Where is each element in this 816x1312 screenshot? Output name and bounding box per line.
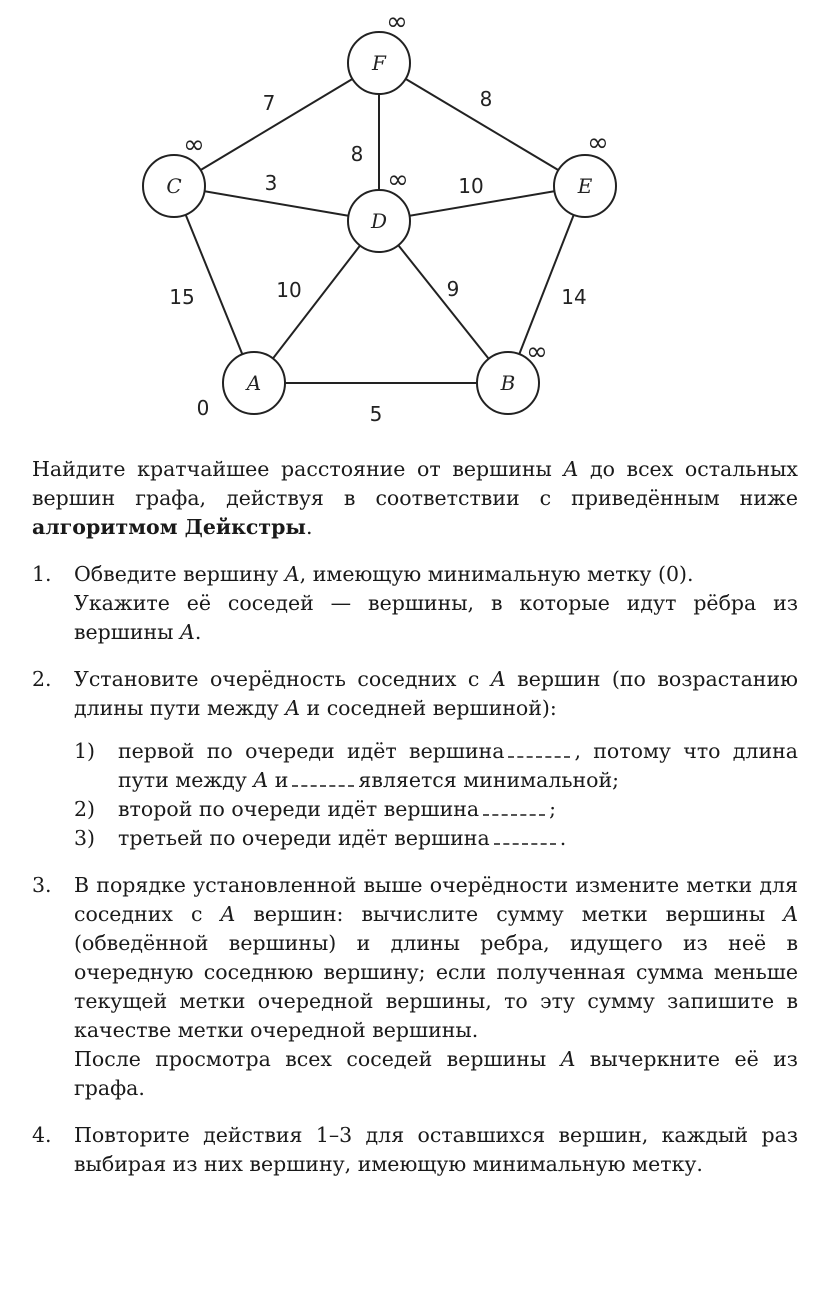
vertex-ref: A [490,667,506,691]
vertex-label-C: C [166,174,182,198]
intro-paragraph [32,455,798,542]
step-text: вершин (по возрастанию длины пути между [74,667,798,720]
vertex-ref: A [220,902,236,926]
step-text: . [559,826,567,850]
substep-2 [74,795,798,824]
substep-text [118,737,798,795]
edge-weight-D-B: 9 [446,277,460,301]
answer-blank[interactable] [292,771,354,787]
vertex-mark-F: ∞ [386,7,408,37]
step-number: 1. [32,562,52,586]
step-3-text-2 [74,1045,798,1103]
edge-C-F [174,63,379,186]
edge-weight-E-B: 14 [561,285,587,309]
vertex-label-B: B [500,371,516,395]
step-2-text [74,665,798,723]
answer-blank[interactable] [483,800,545,816]
vertex-ref: A [783,902,798,926]
intro-text: до всех остальных вершин графа, действуя в соответствии с приведённым ниже [32,457,798,510]
vertex-mark-C: ∞ [183,130,205,160]
step-text: первой по очереди идёт вершина [118,739,505,763]
step-number: 2. [32,667,52,691]
step-3 [32,871,798,1103]
answer-blank[interactable] [508,742,570,758]
substep-text [118,824,798,853]
step-text: и соседней вершиной): [300,696,557,720]
task-text [32,455,798,1197]
step-number: 3. [32,873,52,897]
vertex-ref: A [180,620,195,644]
step-text: Укажите её соседей — вершины, в которые идут рёбра из вершины [74,591,798,644]
step-text: Повторите действия 1–3 для оставшихся вершин, каждый раз выбирая из них вершину, имеющую минимальную метку. [74,1123,798,1176]
step-1-text-2 [74,589,798,647]
substep-number: 1) [74,739,96,763]
step-text: . [194,620,202,644]
step-text: Установите очерёдность соседних с [74,667,491,691]
edge-weight-C-F: 7 [262,91,276,115]
step-text: (обведённой вершины) и длины ребра, идущего из неё в очередную соседнюю вершину; если полученная сумма меньше текущей метки очередной вершины, то эту сумму запишите в качестве метки очередной вершины. [74,931,798,1042]
graph-diagram [0,0,816,440]
vertex-ref: A [253,768,269,792]
step-text: ; [549,797,557,821]
step-2 [32,665,798,853]
step-4-text [74,1121,798,1179]
intro-text: Найдите кратчайшее расстояние от вершины [32,457,564,481]
step-text: В порядке установленной выше очерёдности измените метки для соседних с [74,873,798,926]
algorithm-name: алгоритмом Дейкстры [32,515,306,539]
vertex-mark-B: ∞ [526,337,548,367]
step-text: третьей по очереди идёт вершина [118,826,490,850]
answer-blank[interactable] [494,829,556,845]
intro-text: . [306,515,313,539]
vertex-ref: A [560,1047,576,1071]
step-text: Обведите вершину [74,562,285,586]
vertex-label-F: F [372,51,386,75]
step-text: является минимальной; [358,768,620,792]
step-text: После просмотра всех соседей вершины [74,1047,561,1071]
edge-weight-F-E: 8 [479,87,493,111]
step-1-text [74,560,798,589]
step-text: , имеющую минимальную метку (0). [299,562,694,586]
substep-number: 3) [74,826,96,850]
step-4 [32,1121,798,1179]
step-text: , потому что длина пути между [118,739,798,792]
substep-3 [74,824,798,853]
edge-weight-C-A: 15 [169,285,195,309]
vertex-ref: A [563,457,579,481]
substep-1 [74,737,798,795]
vertex-label-D: D [370,209,388,233]
vertex-mark-A: 0 [196,396,210,420]
edge-weight-F-D: 8 [350,142,364,166]
step-text: второй по очереди идёт вершина [118,797,480,821]
substep-number: 2) [74,797,96,821]
step-text: вычеркните её из графа. [74,1047,798,1100]
substep-text [118,795,798,824]
vertex-mark-E: ∞ [587,128,609,158]
step-text: и [268,768,289,792]
step-text: вершин: вычислите сумму метки вершины [235,902,784,926]
edge-weight-A-D: 10 [276,278,302,302]
step-number: 4. [32,1123,52,1147]
edge-weight-A-B: 5 [369,402,383,426]
step-1 [32,560,798,647]
vertex-label-A: A [246,371,262,395]
vertex-ref: A [284,562,300,586]
edge-weight-C-D: 3 [264,171,278,195]
step-3-text [74,871,798,1045]
edge-weight-D-E: 10 [458,174,484,198]
edge-F-E [379,63,585,186]
vertex-label-E: E [577,174,593,198]
vertex-mark-D: ∞ [387,165,409,195]
vertex-ref: A [285,696,300,720]
